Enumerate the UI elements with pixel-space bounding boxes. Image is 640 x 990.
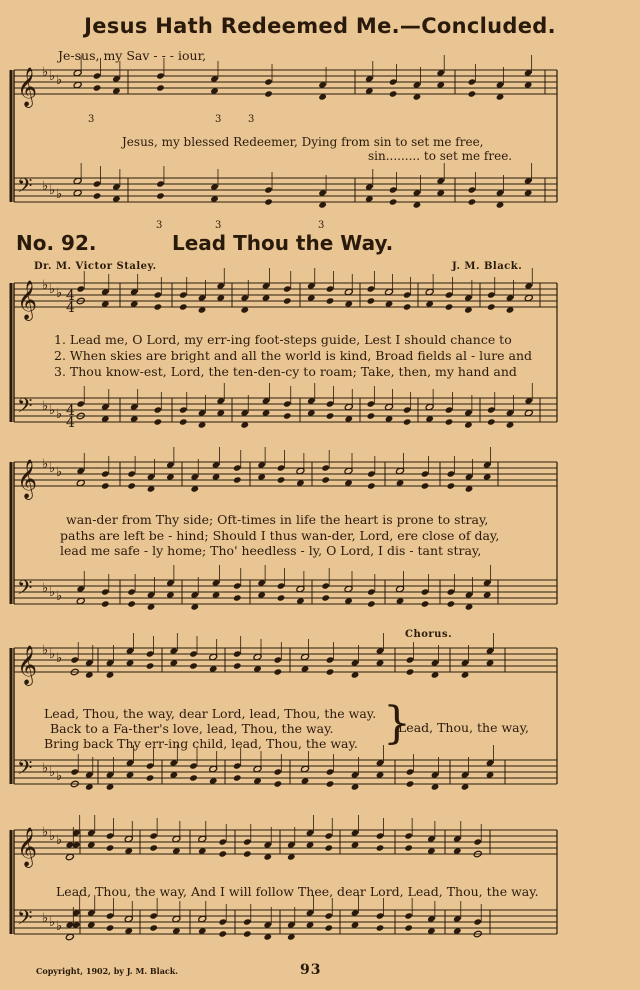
svg-text:♭: ♭ [42,761,49,776]
svg-text:♭: ♭ [49,282,56,297]
svg-text:♭: ♭ [49,183,56,198]
svg-text:𝄞: 𝄞 [17,280,38,320]
svg-text:♭: ♭ [42,65,49,80]
svg-text:♭: ♭ [49,829,56,844]
svg-text:♭: ♭ [42,179,49,194]
svg-text:♭: ♭ [49,461,56,476]
hymn-title: Lead Thou the Way. [172,231,394,255]
svg-text:♭: ♭ [56,73,63,88]
svg-text:3: 3 [248,114,255,125]
svg-text:3: 3 [318,220,325,231]
verse2-line-a: 2. When skies are bright and all the world is kind, Broad fields al - lure and [54,348,533,363]
svg-text:♭: ♭ [42,643,49,658]
final-lyric-line: Lead, Thou, the way, And I will follow Thee, dear Lord, Lead, Thou, the way. [56,884,539,899]
svg-text:♭: ♭ [56,833,63,848]
svg-text:♭: ♭ [42,581,49,596]
chorus-right-text: Lead, Thou, the way, [398,720,529,735]
verse3-line-b: lead me safe - ly home; Tho' heedless - ly, O Lord, I dis - tant stray, [60,543,482,558]
svg-text:3: 3 [215,220,222,231]
chorus-line-1: Lead, Thou, the way, dear Lord, lead, Thou, the way. [44,706,377,721]
svg-text:𝄢: 𝄢 [17,174,33,202]
svg-text:𝄢: 𝄢 [17,756,33,784]
svg-text:𝄞: 𝄞 [17,645,38,685]
svg-text:♭: ♭ [49,585,56,600]
svg-text:♭: ♭ [56,919,63,934]
svg-text:♭: ♭ [56,465,63,480]
verse1-line-a: 1. Lead me, O Lord, my err-ing foot-steps guide, Lest I should chance to [54,332,512,347]
svg-text:𝄞: 𝄞 [17,67,38,107]
svg-text:♭: ♭ [42,399,49,414]
svg-text:𝄢: 𝄢 [17,576,33,604]
svg-text:𝄢: 𝄢 [17,906,33,934]
svg-text:♭: ♭ [56,651,63,666]
svg-text:3: 3 [156,220,163,231]
svg-text:4: 4 [66,415,75,431]
hymn-author: Dr. M. Victor Staley. [34,261,157,272]
svg-text:♭: ♭ [56,589,63,604]
top-hymn-title: Jesus Hath Redeemed Me.—Concluded. [84,14,556,38]
svg-text:♭: ♭ [56,407,63,422]
chorus-label: Chorus. [405,629,453,640]
top-lyric-lower: sin......... to set me free. [368,149,513,163]
chorus-line-2: Back to a Fa-ther's love, lead, Thou, the way. [50,721,334,736]
svg-text:♭: ♭ [49,765,56,780]
svg-text:4: 4 [66,300,75,316]
svg-text:♭: ♭ [42,278,49,293]
svg-text:♭: ♭ [42,457,49,472]
top-lyric-upper: Je-sus, my Sav - - - iour, [58,48,207,63]
svg-text:♭: ♭ [56,769,63,784]
hymn-composer: J. M. Black. [452,261,523,272]
svg-text:4: 4 [66,403,75,419]
top-lyric-middle: Jesus, my blessed Redeemer, Dying from sin to set me free, [122,135,484,149]
svg-text:♭: ♭ [49,915,56,930]
svg-text:♭: ♭ [49,647,56,662]
svg-text:♭: ♭ [56,286,63,301]
copyright-notice: Copyright, 1902, by J. M. Black. [36,966,179,976]
svg-text:3: 3 [88,114,95,125]
svg-text:𝄢: 𝄢 [17,394,33,422]
page-number: 93 [300,962,322,978]
hymn-number: No. 92. [16,231,97,255]
svg-text:♭: ♭ [42,825,49,840]
svg-text:𝄞: 𝄞 [17,827,38,867]
verse2-line-b: paths are left be - hind; Should I thus wan-der, Lord, ere close of day, [60,528,500,543]
svg-text:𝄞: 𝄞 [17,459,38,499]
svg-text:4: 4 [66,288,75,304]
svg-text:♭: ♭ [49,69,56,84]
svg-text:♭: ♭ [49,403,56,418]
svg-text:♭: ♭ [56,187,63,202]
svg-text:♭: ♭ [42,911,49,926]
verse3-line-a: 3. Thou know-est, Lord, the ten-den-cy to roam; Take, then, my hand and [54,364,517,379]
svg-text:3: 3 [215,114,222,125]
verse1-line-b: wan-der from Thy side; Oft-times in life the heart is prone to stray, [66,512,489,527]
chorus-brace: } [383,698,411,749]
chorus-line-3: Bring back Thy err-ing child, lead, Thou, the way. [44,736,358,751]
